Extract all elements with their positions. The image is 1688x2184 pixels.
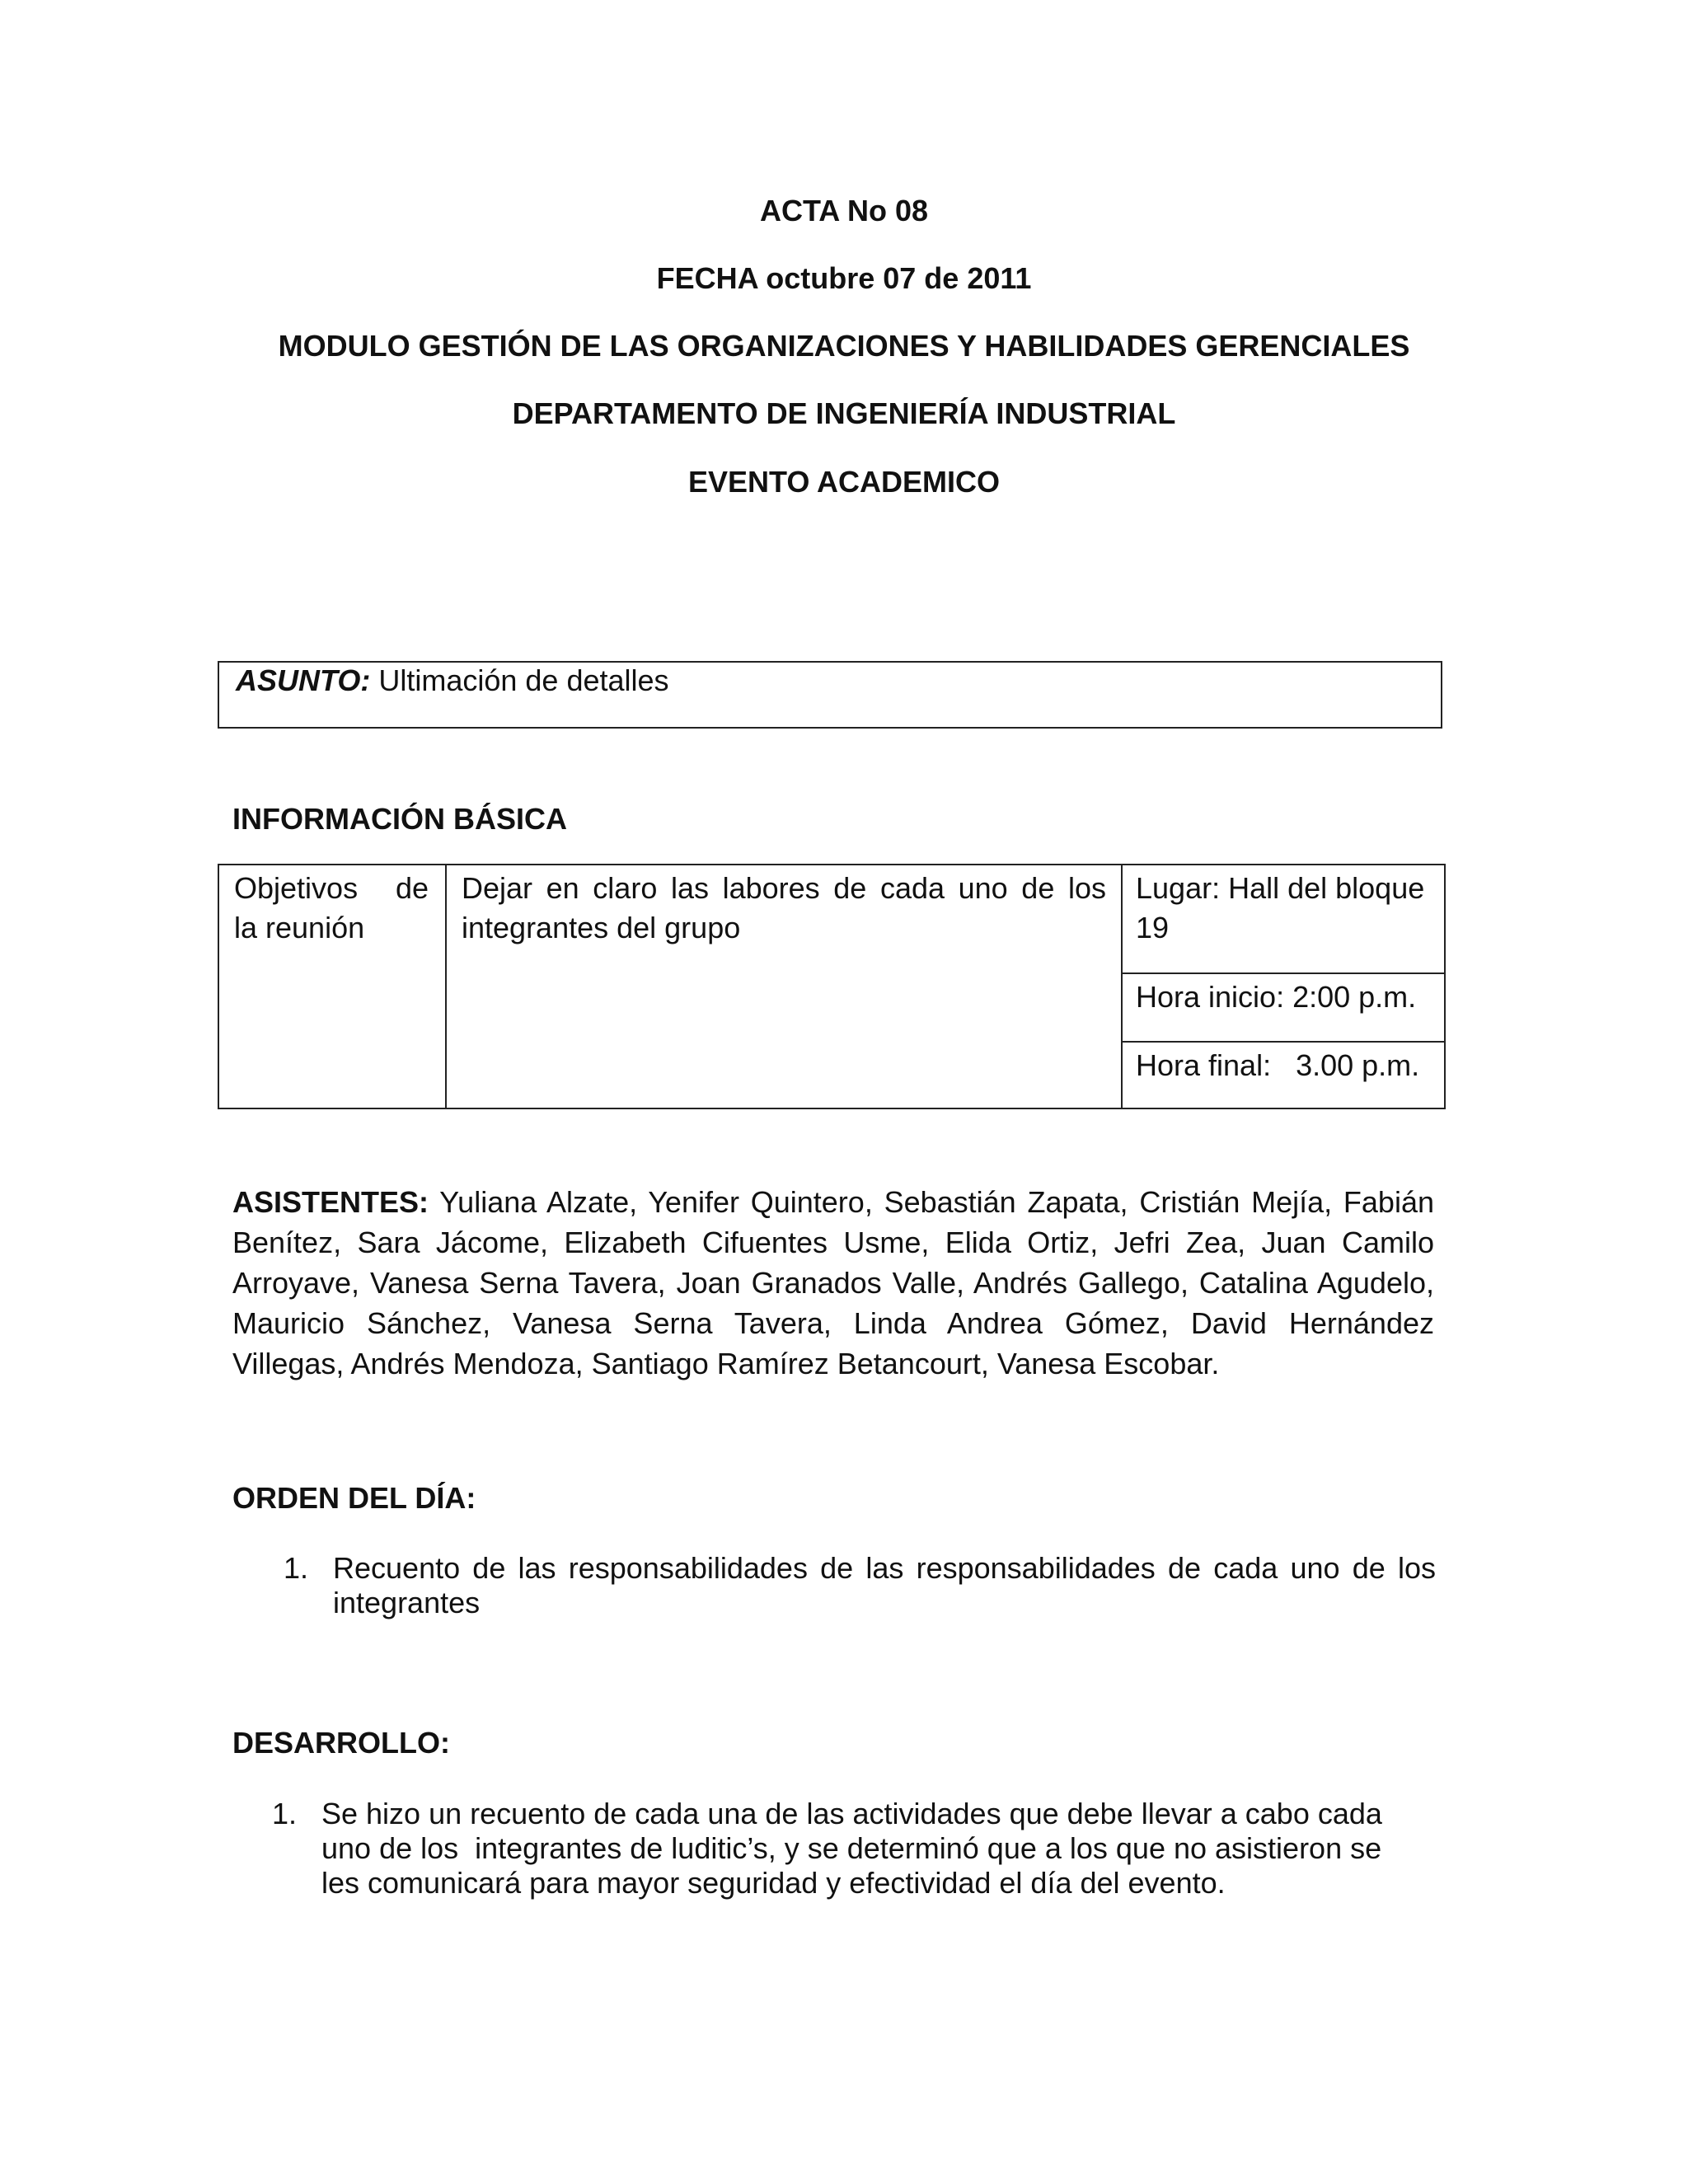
list-item-line: Recuento de las responsabilidades de las responsabilidades de cada uno de los [333,1551,1436,1585]
department-title: DEPARTAMENTO DE INGENIERÍA INDUSTRIAL [512,396,1176,430]
asistentes-label: ASISTENTES: [232,1185,429,1219]
asistentes-line: Villegas, Andrés Mendoza, Santiago Ramírez Betancourt, Vanesa Escobar. [232,1347,1220,1380]
list-item-line: uno de los integrantes de luditic’s, y se determinó que a los que no asistieron se [321,1831,1382,1865]
asistentes-line: Benítez, Sara Jácome, Elizabeth Cifuentes Usme, Elida Ortiz, Jefri Zea, Juan Camilo [232,1226,1434,1259]
asunto-label: ASUNTO: [236,663,371,697]
list-item-line: les comunicará para mayor seguridad y efectividad el día del evento. [321,1866,1226,1900]
hora-final-cell: Hora final: 3.00 p.m. [1136,1048,1420,1082]
asistentes-line: Arroyave, Vanesa Serna Tavera, Joan Granados Valle, Andrés Gallego, Catalina Agudelo, [232,1266,1434,1300]
lugar-cell [1136,869,1432,948]
hora-inicio-cell: Hora inicio: 2:00 p.m. [1136,980,1417,1014]
asistentes-line: Mauricio Sánchez, Vanesa Serna Tavera, Linda Andrea Gómez, David Hernández [232,1306,1434,1340]
desarrollo-item [272,1797,1426,1900]
table-divider [1121,865,1123,1108]
orden-del-dia-item [284,1551,1436,1620]
module-title: MODULO GESTIÓN DE LAS ORGANIZACIONES Y HABILIDADES GERENCIALES [278,329,1410,363]
table-divider [1121,1041,1444,1043]
list-item-line: integrantes [333,1586,481,1619]
objetivos-text-line: integrantes del grupo [462,911,741,944]
info-basica-table [218,864,1446,1109]
objetivos-text [462,869,1106,948]
objetivos-label-line: la reunión [234,911,365,944]
acta-number: ACTA No 08 [759,194,928,227]
asistentes-line [232,1182,1434,1222]
list-number: 1. [272,1797,298,1830]
objetivos-text-line: Dejar en claro las labores de cada uno de los [462,871,1106,905]
lugar-line: 19 [1136,911,1170,944]
event-title: EVENTO ACADEMICO [687,465,1001,499]
asistentes-paragraph [232,1182,1434,1384]
table-divider [1121,972,1444,974]
table-divider [445,865,447,1108]
lugar-line: Lugar: Hall del bloque [1136,871,1425,905]
desarrollo-title: DESARROLLO: [232,1726,450,1760]
info-basica-title: INFORMACIÓN BÁSICA [232,802,567,836]
asunto-value: Ultimación de detalles [370,663,669,697]
asunto-box [218,661,1442,729]
objetivos-label-line: Objetivos de [234,871,429,905]
list-item-line: Se hizo un recuento de cada una de las actividades que debe llevar a cabo cada [321,1797,1382,1830]
acta-date: FECHA octubre 07 de 2011 [656,261,1032,295]
asistentes-line-text: Yuliana Alzate, Yenifer Quintero, Sebastián Zapata, Cristián Mejía, Fabián [429,1185,1434,1219]
list-number: 1. [284,1551,309,1585]
objetivos-label [234,869,429,948]
orden-del-dia-title: ORDEN DEL DÍA: [232,1481,476,1515]
